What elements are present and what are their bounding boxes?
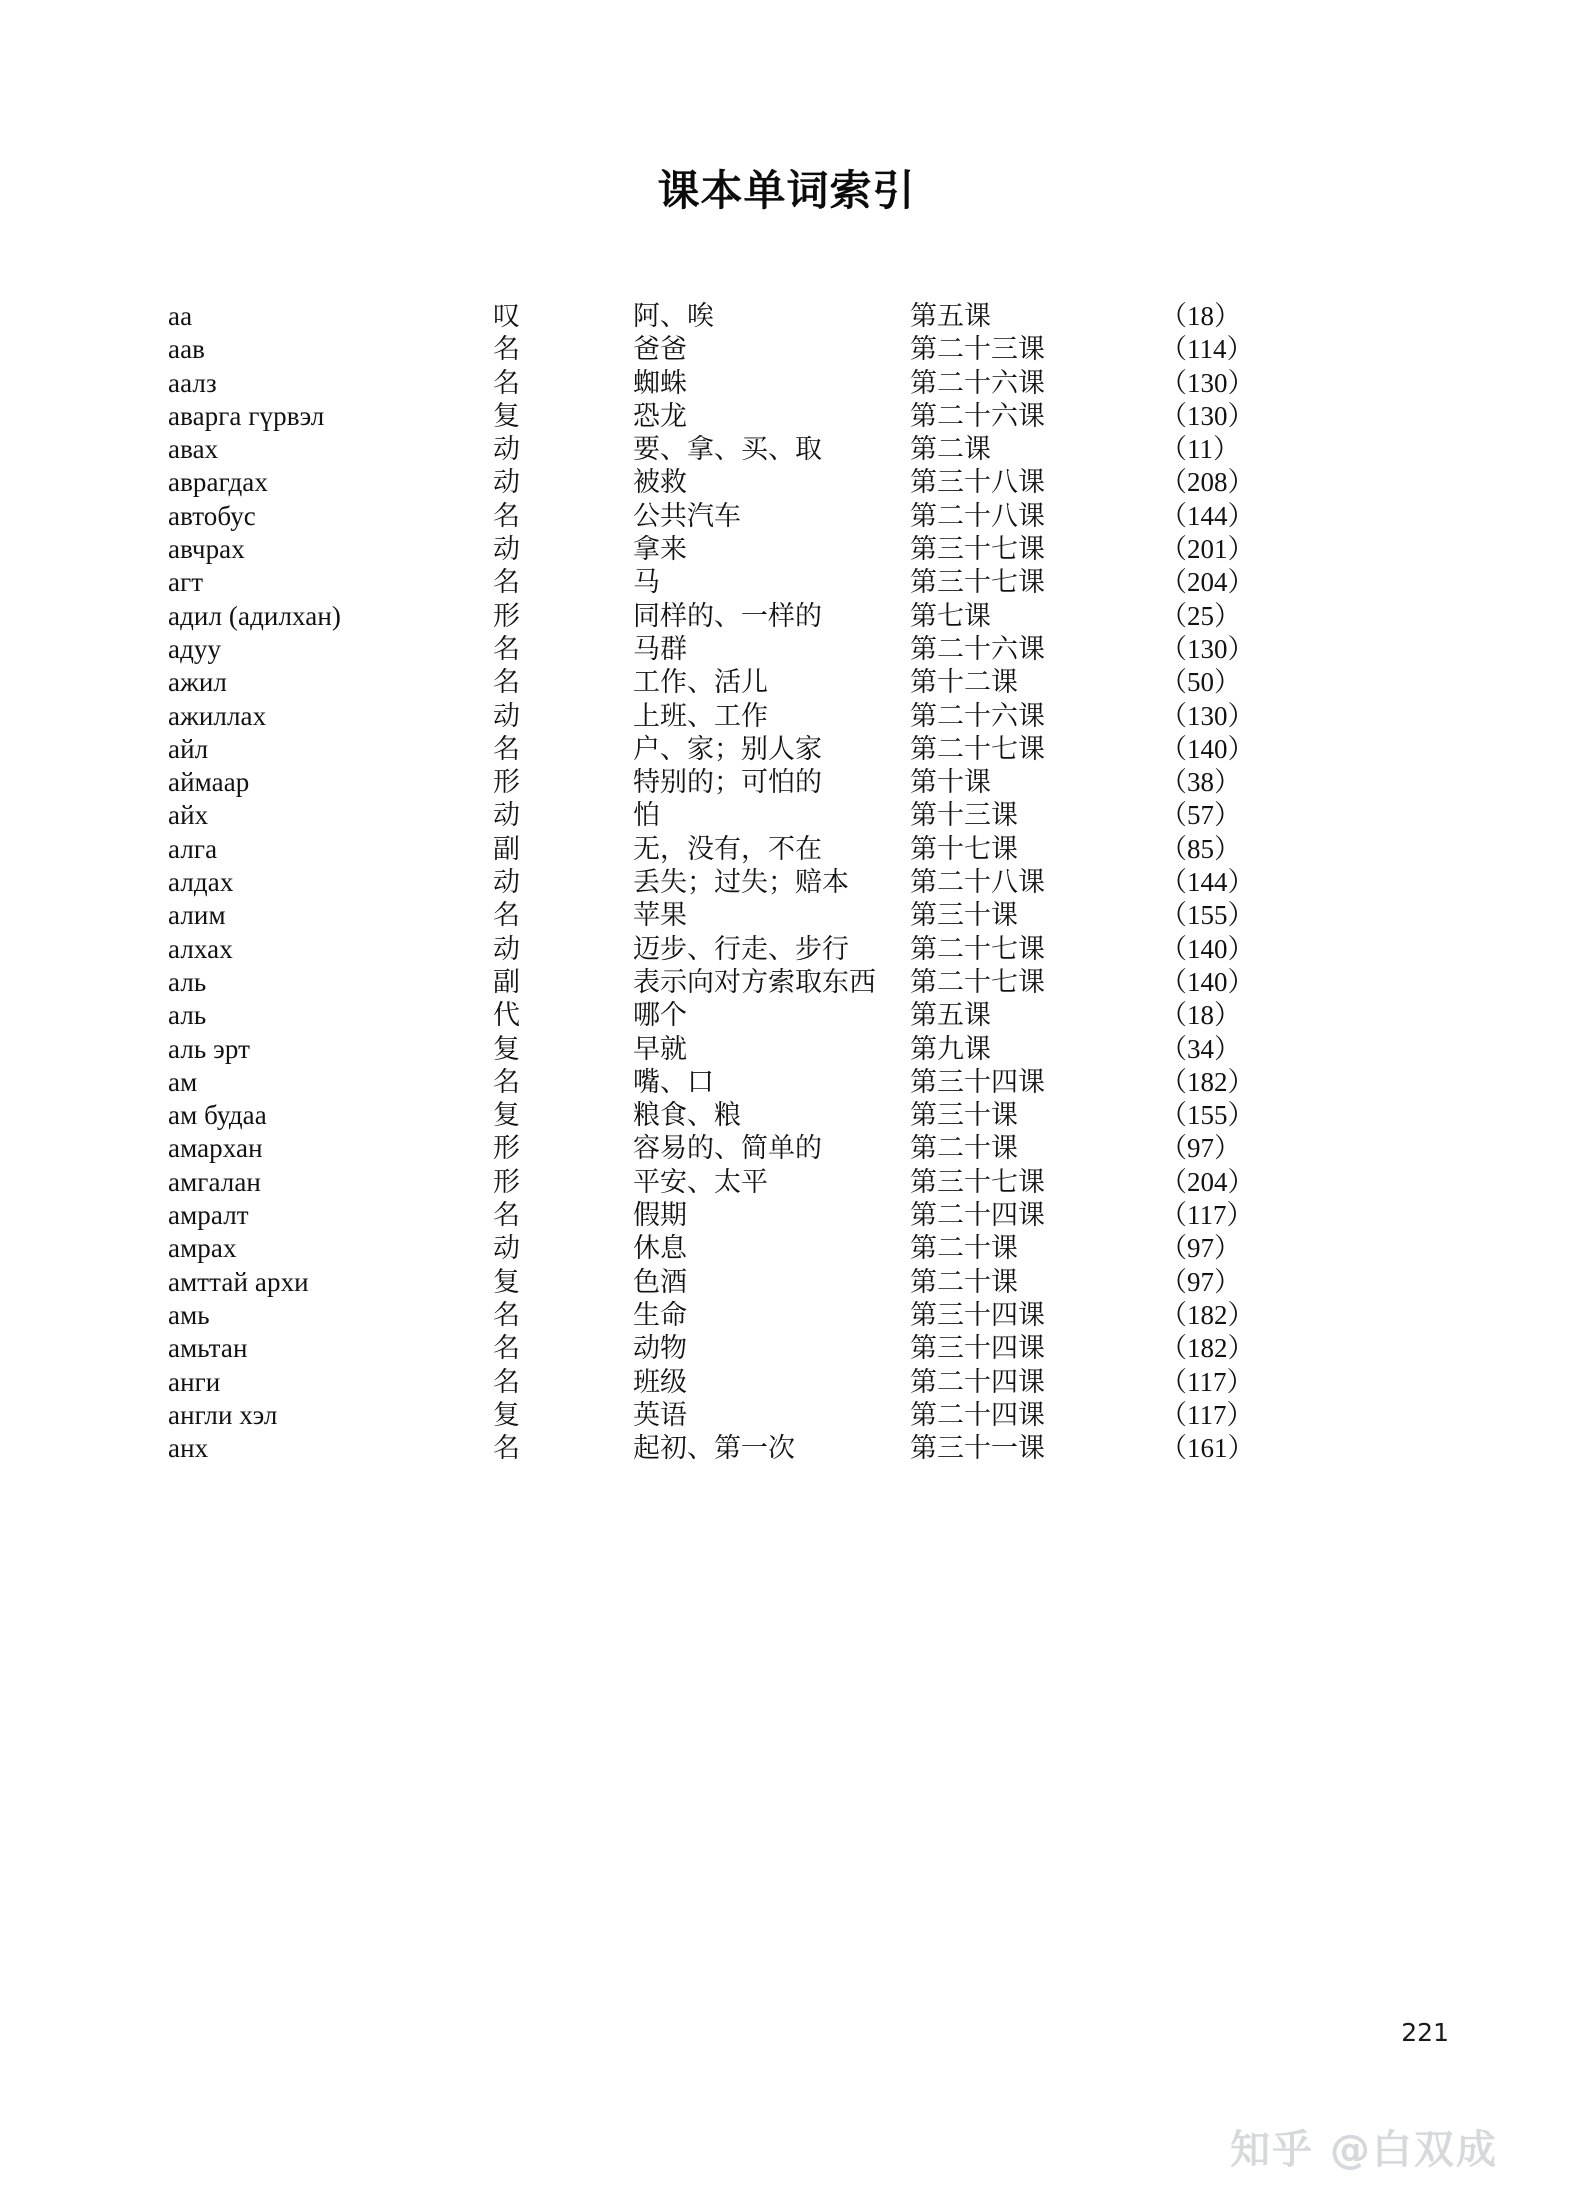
entry-word: амрах — [168, 1233, 237, 1264]
entry-definition: 恐龙 — [633, 400, 687, 431]
table-row — [168, 300, 1408, 333]
entry-page: （182） — [1160, 1333, 1255, 1364]
entry-word: айл — [168, 733, 209, 764]
page-number: 221 — [1401, 2018, 1449, 2047]
entry-part-of-speech: 复 — [493, 1399, 520, 1430]
entry-lesson: 第二十八课 — [910, 867, 1045, 898]
entry-page: （34） — [1160, 1033, 1241, 1064]
entry-word: алим — [168, 900, 226, 931]
entry-lesson: 第十二课 — [910, 667, 1018, 698]
entry-page: （204） — [1160, 567, 1255, 598]
entry-part-of-speech: 形 — [493, 1133, 520, 1164]
entry-word: аймаар — [168, 767, 250, 798]
entry-page: （11） — [1160, 434, 1240, 465]
entry-definition: 早就 — [633, 1033, 687, 1064]
table-row — [168, 1399, 1408, 1432]
table-row — [168, 666, 1408, 699]
table-row — [168, 400, 1408, 433]
entry-lesson: 第七课 — [910, 600, 991, 631]
entry-definition: 嘴、口 — [633, 1066, 714, 1097]
entry-part-of-speech: 形 — [493, 1166, 520, 1197]
table-row — [168, 1166, 1408, 1199]
entry-lesson: 第二十六课 — [910, 700, 1045, 731]
entry-part-of-speech: 名 — [493, 1200, 520, 1231]
entry-definition: 生命 — [633, 1299, 687, 1330]
entry-word: ам будаа — [168, 1100, 267, 1131]
entry-page: （130） — [1160, 633, 1255, 664]
entry-page: （130） — [1160, 400, 1255, 431]
entry-part-of-speech: 名 — [493, 1366, 520, 1397]
entry-definition: 表示向对方索取东西 — [633, 966, 876, 997]
entry-lesson: 第二十课 — [910, 1233, 1018, 1264]
table-row — [168, 799, 1408, 832]
entry-part-of-speech: 名 — [493, 633, 520, 664]
entry-lesson: 第二十六课 — [910, 400, 1045, 431]
entry-lesson: 第二十八课 — [910, 500, 1045, 531]
entry-definition: 同样的、一样的 — [633, 600, 822, 631]
entry-page: （38） — [1160, 767, 1241, 798]
entry-part-of-speech: 名 — [493, 567, 520, 598]
table-row — [168, 1066, 1408, 1099]
table-row — [168, 600, 1408, 633]
entry-page: （97） — [1160, 1233, 1241, 1264]
entry-lesson: 第二十四课 — [910, 1200, 1045, 1231]
page-title: 课本单词索引 — [657, 166, 916, 215]
table-row — [168, 966, 1408, 999]
table-row — [168, 433, 1408, 466]
table-row — [168, 866, 1408, 899]
entry-definition: 阿、唉 — [633, 301, 714, 331]
entry-definition: 迈步、行走、步行 — [633, 933, 849, 964]
entry-part-of-speech: 叹 — [493, 301, 520, 331]
entry-definition: 色酒 — [633, 1266, 687, 1297]
entry-definition: 容易的、简单的 — [633, 1133, 822, 1164]
entry-definition: 工作、活儿 — [633, 667, 768, 698]
entry-definition: 上班、工作 — [633, 700, 768, 731]
entry-definition: 要、拿、买、取 — [633, 434, 822, 465]
entry-page: （114） — [1160, 334, 1254, 365]
table-row — [168, 1332, 1408, 1365]
entry-page: （161） — [1160, 1433, 1255, 1464]
table-row — [168, 367, 1408, 400]
entry-page: （18） — [1160, 1000, 1241, 1031]
table-row — [168, 466, 1408, 499]
entry-definition: 特别的；可怕的 — [633, 767, 822, 798]
entry-definition: 粮食、粮 — [633, 1100, 741, 1131]
entry-lesson: 第三十四课 — [910, 1066, 1045, 1097]
entry-lesson: 第二十四课 — [910, 1399, 1045, 1430]
entry-lesson: 第三十四课 — [910, 1299, 1045, 1330]
entry-part-of-speech: 动 — [493, 534, 520, 565]
table-row — [168, 733, 1408, 766]
entry-lesson: 第三十七课 — [910, 1166, 1045, 1197]
entry-page: （140） — [1160, 933, 1255, 964]
entry-part-of-speech: 名 — [493, 1433, 520, 1464]
entry-page: （144） — [1160, 500, 1255, 531]
entry-word: аль — [168, 966, 207, 997]
table-row — [168, 1199, 1408, 1232]
entry-word: анх — [168, 1433, 209, 1464]
entry-lesson: 第二课 — [910, 434, 991, 465]
entry-lesson: 第二十七课 — [910, 733, 1045, 764]
entry-lesson: 第二十七课 — [910, 933, 1045, 964]
entry-lesson: 第三十课 — [910, 900, 1018, 931]
entry-lesson: 第二十四课 — [910, 1366, 1045, 1397]
entry-lesson: 第五课 — [910, 1000, 991, 1031]
entry-word: адуу — [168, 633, 222, 664]
entry-lesson: 第十七课 — [910, 833, 1018, 864]
entry-word: айх — [168, 800, 209, 831]
entry-part-of-speech: 复 — [493, 1100, 520, 1131]
entry-lesson: 第三十八课 — [910, 467, 1045, 498]
entry-lesson: 第三十七课 — [910, 534, 1045, 565]
entry-part-of-speech: 名 — [493, 733, 520, 764]
entry-definition: 怕 — [633, 800, 660, 831]
entry-part-of-speech: 代 — [493, 1000, 520, 1031]
entry-lesson: 第二十六课 — [910, 367, 1045, 398]
entry-part-of-speech: 复 — [493, 400, 520, 431]
entry-definition: 公共汽车 — [633, 500, 741, 531]
entry-part-of-speech: 形 — [493, 600, 520, 631]
table-row — [168, 333, 1408, 366]
entry-lesson: 第十课 — [910, 767, 991, 798]
entry-part-of-speech: 复 — [493, 1033, 520, 1064]
entry-definition: 丢失；过失；赔本 — [633, 867, 849, 898]
entry-lesson: 第三十一课 — [910, 1433, 1045, 1464]
entry-page: （144） — [1160, 867, 1255, 898]
entry-word: аав — [168, 334, 206, 365]
entry-page: （201） — [1160, 534, 1255, 565]
entry-page: （97） — [1160, 1266, 1241, 1297]
entry-part-of-speech: 名 — [493, 1333, 520, 1364]
entry-word: англи хэл — [168, 1399, 278, 1430]
entry-page: （25） — [1160, 600, 1241, 631]
entry-word: ажиллах — [168, 700, 267, 731]
table-row — [168, 500, 1408, 533]
entry-definition: 被救 — [633, 467, 687, 498]
table-row — [168, 1033, 1408, 1066]
entry-word: аврагдах — [168, 467, 268, 498]
entry-page: （85） — [1160, 833, 1241, 864]
entry-definition: 拿来 — [633, 534, 687, 565]
entry-definition: 蜘蛛 — [633, 367, 687, 398]
entry-word: амь — [168, 1299, 210, 1330]
entry-definition: 马 — [633, 567, 660, 598]
entry-page: （130） — [1160, 367, 1255, 398]
entry-word: аа — [168, 301, 193, 331]
entry-part-of-speech: 名 — [493, 1299, 520, 1330]
entry-word: алхах — [168, 933, 233, 964]
entry-part-of-speech: 名 — [493, 900, 520, 931]
entry-word: ажил — [168, 667, 227, 698]
table-row — [168, 533, 1408, 566]
entry-definition: 英语 — [633, 1399, 687, 1430]
entry-word: адил (адилхан) — [168, 600, 341, 631]
entry-page: （182） — [1160, 1299, 1255, 1330]
entry-page: （204） — [1160, 1166, 1255, 1197]
entry-part-of-speech: 动 — [493, 1233, 520, 1264]
table-row — [168, 833, 1408, 866]
entry-lesson: 第三十七课 — [910, 567, 1045, 598]
entry-part-of-speech: 副 — [493, 966, 520, 997]
entry-definition: 马群 — [633, 633, 687, 664]
entry-part-of-speech: 名 — [493, 500, 520, 531]
entry-definition: 苹果 — [633, 900, 687, 931]
vocabulary-index-table — [168, 300, 1408, 1465]
entry-page: （155） — [1160, 1100, 1255, 1131]
table-row — [168, 899, 1408, 932]
entry-page: （208） — [1160, 467, 1255, 498]
entry-page: （97） — [1160, 1133, 1241, 1164]
entry-definition: 班级 — [633, 1366, 687, 1397]
table-row — [168, 933, 1408, 966]
entry-definition: 休息 — [633, 1233, 687, 1264]
entry-word: алдах — [168, 867, 234, 898]
entry-page: （117） — [1160, 1366, 1254, 1397]
entry-part-of-speech: 动 — [493, 467, 520, 498]
entry-word: алга — [168, 833, 218, 864]
entry-definition: 平安、太平 — [633, 1166, 768, 1197]
entry-lesson: 第五课 — [910, 301, 991, 331]
entry-page: （130） — [1160, 700, 1255, 731]
entry-part-of-speech: 名 — [493, 334, 520, 365]
entry-part-of-speech: 动 — [493, 933, 520, 964]
table-row — [168, 700, 1408, 733]
entry-lesson: 第二十七课 — [910, 966, 1045, 997]
table-row — [168, 1232, 1408, 1265]
entry-lesson: 第三十课 — [910, 1100, 1018, 1131]
entry-word: ам — [168, 1066, 198, 1097]
entry-part-of-speech: 副 — [493, 833, 520, 864]
table-row — [168, 1132, 1408, 1165]
entry-word: авах — [168, 434, 219, 465]
watermark: 知乎 @白双成 — [1230, 2127, 1498, 2173]
entry-word: аль — [168, 1000, 207, 1031]
entry-part-of-speech: 动 — [493, 867, 520, 898]
entry-word: амьтан — [168, 1333, 248, 1364]
entry-word: аварга гүрвэл — [168, 400, 325, 431]
entry-part-of-speech: 形 — [493, 767, 520, 798]
table-row — [168, 1299, 1408, 1332]
table-row — [168, 999, 1408, 1032]
entry-definition: 动物 — [633, 1333, 687, 1364]
entry-part-of-speech: 动 — [493, 800, 520, 831]
entry-word: агт — [168, 567, 204, 598]
entry-part-of-speech: 动 — [493, 700, 520, 731]
entry-part-of-speech: 名 — [493, 1066, 520, 1097]
entry-definition: 假期 — [633, 1200, 687, 1231]
entry-part-of-speech: 复 — [493, 1266, 520, 1297]
entry-definition: 无，没有，不在 — [633, 833, 822, 864]
entry-definition: 户、家；别人家 — [633, 733, 822, 764]
entry-word: автобус — [168, 500, 256, 531]
entry-word: аалз — [168, 367, 217, 398]
entry-word: авчрах — [168, 534, 245, 565]
table-row — [168, 566, 1408, 599]
entry-definition: 爸爸 — [633, 334, 687, 365]
table-row — [168, 766, 1408, 799]
entry-lesson: 第二十课 — [910, 1266, 1018, 1297]
entry-lesson: 第九课 — [910, 1033, 991, 1064]
table-row — [168, 633, 1408, 666]
entry-part-of-speech: 名 — [493, 367, 520, 398]
entry-word: амралт — [168, 1200, 249, 1231]
table-row — [168, 1099, 1408, 1132]
entry-word: амархан — [168, 1133, 263, 1164]
entry-page: （50） — [1160, 667, 1241, 698]
table-row — [168, 1366, 1408, 1399]
entry-page: （140） — [1160, 733, 1255, 764]
entry-definition: 起初、第一次 — [633, 1433, 795, 1464]
entry-part-of-speech: 动 — [493, 434, 520, 465]
entry-page: （155） — [1160, 900, 1255, 931]
entry-word: амгалан — [168, 1166, 261, 1197]
entry-page: （57） — [1160, 800, 1241, 831]
entry-lesson: 第二十六课 — [910, 633, 1045, 664]
entry-word: аль эрт — [168, 1033, 250, 1064]
table-row — [168, 1432, 1408, 1465]
entry-lesson: 第二十三课 — [910, 334, 1045, 365]
entry-page: （140） — [1160, 966, 1255, 997]
entry-definition: 哪个 — [633, 1000, 687, 1031]
entry-word: анги — [168, 1366, 221, 1397]
entry-page: （18） — [1160, 301, 1241, 331]
index-table-body — [168, 300, 1408, 1465]
entry-part-of-speech: 名 — [493, 667, 520, 698]
entry-word: амттай архи — [168, 1266, 309, 1297]
entry-lesson: 第十三课 — [910, 800, 1018, 831]
entry-page: （117） — [1160, 1200, 1254, 1231]
entry-page: （182） — [1160, 1066, 1255, 1097]
entry-lesson: 第二十课 — [910, 1133, 1018, 1164]
table-row — [168, 1266, 1408, 1299]
entry-lesson: 第三十四课 — [910, 1333, 1045, 1364]
entry-page: （117） — [1160, 1399, 1254, 1430]
